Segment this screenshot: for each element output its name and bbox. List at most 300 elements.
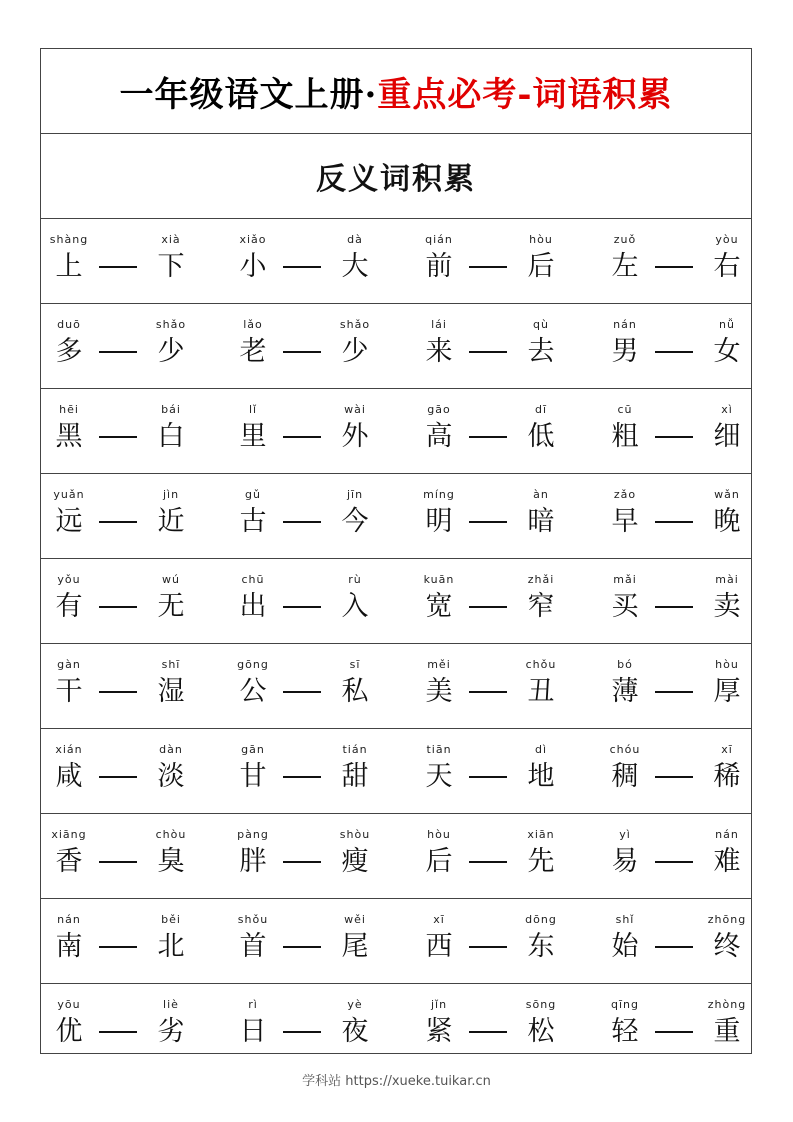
hanzi-char: 稠 (611, 761, 639, 792)
pinyin-label: shòu (339, 828, 371, 841)
word-cell (605, 474, 645, 558)
hanzi-char: 美 (425, 676, 453, 707)
pinyin-label: pàng (237, 828, 269, 841)
pinyin-label: xì (721, 403, 733, 416)
antonym-pair (45, 304, 223, 388)
antonym-pair (601, 389, 779, 473)
word-cell (233, 219, 273, 303)
pinyin-label: wài (344, 403, 366, 416)
hanzi-char: 出 (239, 591, 267, 622)
hanzi-char: 优 (55, 1016, 83, 1047)
word-cell (335, 474, 375, 558)
word-cell (151, 304, 191, 388)
word-cell (49, 219, 89, 303)
hanzi-char: 外 (341, 421, 369, 452)
antonym-pair (45, 729, 223, 813)
hanzi-char: 紧 (425, 1016, 453, 1047)
dash-separator (283, 1031, 321, 1033)
section-subtitle: 反义词积累 (41, 134, 751, 219)
hanzi-char: 少 (341, 336, 369, 367)
antonym-pair (45, 474, 223, 558)
hanzi-char: 始 (611, 931, 639, 962)
antonym-row (41, 984, 751, 1068)
word-cell (419, 899, 459, 983)
dash-separator (469, 1031, 507, 1033)
pinyin-label: zhǎi (527, 573, 555, 586)
dash-separator (283, 946, 321, 948)
word-cell (233, 304, 273, 388)
word-cell (605, 304, 645, 388)
pinyin-label: xiǎo (239, 233, 267, 246)
word-cell (521, 559, 561, 643)
hanzi-char: 暗 (527, 506, 555, 537)
word-cell (151, 899, 191, 983)
antonym-table (41, 219, 751, 1068)
pinyin-label: gàn (57, 658, 81, 671)
word-cell (605, 729, 645, 813)
hanzi-char: 胖 (239, 846, 267, 877)
hanzi-char: 女 (713, 336, 741, 367)
word-cell (707, 899, 747, 983)
antonym-pair (45, 899, 223, 983)
word-cell (151, 729, 191, 813)
antonym-pair (45, 984, 223, 1068)
word-cell (49, 559, 89, 643)
hanzi-char: 夜 (341, 1016, 369, 1047)
pinyin-label: dì (534, 743, 548, 756)
word-cell (233, 644, 273, 728)
pinyin-label: wěi (344, 913, 366, 926)
dash-separator (283, 861, 321, 863)
pinyin-label: jǐn (430, 998, 448, 1011)
pinyin-label: yè (347, 998, 363, 1011)
hanzi-char: 高 (425, 421, 453, 452)
hanzi-char: 西 (425, 931, 453, 962)
word-cell (49, 899, 89, 983)
dash-separator (469, 266, 507, 268)
pinyin-label: rì (248, 998, 258, 1011)
hanzi-char: 湿 (157, 676, 185, 707)
antonym-pair (415, 219, 593, 303)
word-cell (335, 644, 375, 728)
pinyin-label: shǎo (339, 318, 371, 331)
word-cell (335, 899, 375, 983)
antonym-row (41, 729, 751, 814)
hanzi-char: 粗 (611, 421, 639, 452)
word-cell (521, 729, 561, 813)
word-cell (151, 559, 191, 643)
pinyin-label: rù (348, 573, 362, 586)
hanzi-char: 干 (55, 676, 83, 707)
hanzi-char: 难 (713, 846, 741, 877)
word-cell (335, 814, 375, 898)
pinyin-label: xiāng (51, 828, 87, 841)
hanzi-char: 黑 (55, 421, 83, 452)
dash-separator (469, 776, 507, 778)
word-cell (151, 644, 191, 728)
dash-separator (655, 1031, 693, 1033)
hanzi-char: 明 (425, 506, 453, 537)
word-cell (151, 814, 191, 898)
pinyin-label: yōu (57, 998, 81, 1011)
pinyin-label: lǎo (243, 318, 263, 331)
dash-separator (469, 436, 507, 438)
dash-separator (469, 691, 507, 693)
dash-separator (99, 776, 137, 778)
word-cell (49, 644, 89, 728)
dash-separator (99, 436, 137, 438)
hanzi-char: 尾 (341, 931, 369, 962)
word-cell (707, 729, 747, 813)
hanzi-char: 日 (239, 1016, 267, 1047)
pinyin-label: wǎn (714, 488, 740, 501)
pinyin-label: cū (617, 403, 633, 416)
pinyin-label: hòu (427, 828, 451, 841)
pinyin-label: àn (533, 488, 549, 501)
pinyin-label: dàn (159, 743, 183, 756)
pinyin-label: nǚ (719, 318, 735, 331)
antonym-pair (601, 644, 779, 728)
dash-separator (469, 606, 507, 608)
pinyin-label: nán (57, 913, 81, 926)
hanzi-char: 去 (527, 336, 555, 367)
hanzi-char: 下 (157, 251, 185, 282)
antonym-row (41, 814, 751, 899)
antonym-pair (601, 474, 779, 558)
hanzi-char: 卖 (713, 591, 741, 622)
word-cell (419, 559, 459, 643)
pinyin-label: chū (241, 573, 265, 586)
hanzi-char: 薄 (611, 676, 639, 707)
pinyin-label: yuǎn (53, 488, 85, 501)
hanzi-char: 北 (157, 931, 185, 962)
dash-separator (283, 436, 321, 438)
word-cell (233, 814, 273, 898)
antonym-pair (415, 559, 593, 643)
word-cell (605, 389, 645, 473)
pinyin-label: lǐ (248, 403, 258, 416)
hanzi-char: 无 (157, 591, 185, 622)
antonym-pair (415, 389, 593, 473)
hanzi-char: 淡 (157, 761, 185, 792)
word-cell (233, 389, 273, 473)
pinyin-label: xián (55, 743, 83, 756)
antonym-row (41, 559, 751, 644)
word-cell (233, 559, 273, 643)
pinyin-label: kuān (423, 573, 455, 586)
hanzi-char: 首 (239, 931, 267, 962)
hanzi-char: 古 (239, 506, 267, 537)
dash-separator (469, 946, 507, 948)
hanzi-char: 香 (55, 846, 83, 877)
antonym-pair (45, 644, 223, 728)
pinyin-label: gāo (427, 403, 451, 416)
pinyin-label: gōng (237, 658, 269, 671)
pinyin-label: wú (162, 573, 180, 586)
pinyin-label: mài (715, 573, 739, 586)
hanzi-char: 天 (425, 761, 453, 792)
antonym-pair (601, 219, 779, 303)
pinyin-label: duō (57, 318, 81, 331)
pinyin-label: hòu (529, 233, 553, 246)
hanzi-char: 甘 (239, 761, 267, 792)
hanzi-char: 右 (713, 251, 741, 282)
hanzi-char: 今 (341, 506, 369, 537)
pinyin-label: mǎi (613, 573, 637, 586)
dash-separator (283, 521, 321, 523)
antonym-pair (601, 899, 779, 983)
hanzi-char: 前 (425, 251, 453, 282)
hanzi-char: 细 (713, 421, 741, 452)
pinyin-label: yòu (715, 233, 739, 246)
worksheet (40, 48, 752, 1054)
antonym-pair (45, 389, 223, 473)
pinyin-label: tiān (426, 743, 452, 756)
dash-separator (283, 691, 321, 693)
word-cell (707, 389, 747, 473)
word-cell (151, 474, 191, 558)
word-cell (605, 559, 645, 643)
antonym-pair (601, 984, 779, 1068)
hanzi-char: 易 (611, 846, 639, 877)
pinyin-label: jìn (162, 488, 180, 501)
word-cell (49, 984, 89, 1068)
word-cell (419, 814, 459, 898)
title-red-part: 重点必考-词语积累 (377, 74, 673, 115)
antonym-pair (415, 984, 593, 1068)
antonym-row (41, 304, 751, 389)
antonym-pair (601, 559, 779, 643)
word-cell (707, 984, 747, 1068)
word-cell (521, 899, 561, 983)
word-cell (335, 729, 375, 813)
word-cell (419, 729, 459, 813)
word-cell (49, 814, 89, 898)
dash-separator (99, 946, 137, 948)
pinyin-label: chǒu (525, 658, 557, 671)
dash-separator (99, 351, 137, 353)
word-cell (707, 814, 747, 898)
dash-separator (99, 606, 137, 608)
dash-separator (99, 1031, 137, 1033)
antonym-pair (45, 219, 223, 303)
hanzi-char: 男 (611, 336, 639, 367)
pinyin-label: liè (163, 998, 179, 1011)
hanzi-char: 上 (55, 251, 83, 282)
pinyin-label: běi (161, 913, 181, 926)
hanzi-char: 瘦 (341, 846, 369, 877)
dash-separator (99, 861, 137, 863)
hanzi-char: 里 (239, 421, 267, 452)
hanzi-char: 窄 (527, 591, 555, 622)
word-cell (233, 474, 273, 558)
dash-separator (655, 946, 693, 948)
hanzi-char: 老 (239, 336, 267, 367)
word-cell (151, 219, 191, 303)
word-cell (49, 729, 89, 813)
word-cell (605, 814, 645, 898)
pinyin-label: dà (347, 233, 363, 246)
hanzi-char: 有 (55, 591, 83, 622)
hanzi-char: 东 (527, 931, 555, 962)
pinyin-label: tián (342, 743, 368, 756)
pinyin-label: qián (425, 233, 453, 246)
word-cell (521, 644, 561, 728)
pinyin-label: chòu (155, 828, 187, 841)
word-cell (151, 389, 191, 473)
hanzi-char: 晚 (713, 506, 741, 537)
word-cell (335, 304, 375, 388)
hanzi-char: 甜 (341, 761, 369, 792)
antonym-pair (229, 814, 407, 898)
pinyin-label: zuǒ (613, 233, 637, 246)
pinyin-label: qīng (611, 998, 639, 1011)
pinyin-label: dī (534, 403, 548, 416)
word-cell (707, 219, 747, 303)
pinyin-label: xià (161, 233, 181, 246)
antonym-pair (415, 814, 593, 898)
hanzi-char: 臭 (157, 846, 185, 877)
pinyin-label: zhòng (707, 998, 747, 1011)
dash-separator (655, 776, 693, 778)
word-cell (335, 219, 375, 303)
hanzi-char: 入 (341, 591, 369, 622)
word-cell (521, 474, 561, 558)
antonym-pair (601, 729, 779, 813)
dash-separator (99, 691, 137, 693)
pinyin-label: shàng (49, 233, 89, 246)
word-cell (233, 984, 273, 1068)
hanzi-char: 松 (527, 1016, 555, 1047)
antonym-pair (601, 814, 779, 898)
dash-separator (469, 521, 507, 523)
pinyin-label: shǒu (237, 913, 269, 926)
word-cell (521, 814, 561, 898)
pinyin-label: zhōng (707, 913, 747, 926)
hanzi-char: 终 (713, 931, 741, 962)
antonym-row (41, 644, 751, 729)
antonym-pair (45, 559, 223, 643)
hanzi-char: 少 (157, 336, 185, 367)
hanzi-char: 丑 (527, 676, 555, 707)
hanzi-char: 地 (527, 761, 555, 792)
word-cell (707, 644, 747, 728)
hanzi-char: 早 (611, 506, 639, 537)
pinyin-label: hēi (59, 403, 79, 416)
dash-separator (283, 606, 321, 608)
pinyin-label: shī (161, 658, 181, 671)
pinyin-label: jīn (346, 488, 364, 501)
pinyin-label: míng (423, 488, 455, 501)
antonym-pair (229, 559, 407, 643)
dash-separator (655, 861, 693, 863)
antonym-pair (415, 729, 593, 813)
dash-separator (99, 266, 137, 268)
antonym-pair (229, 219, 407, 303)
hanzi-char: 咸 (55, 761, 83, 792)
dash-separator (655, 266, 693, 268)
word-cell (335, 559, 375, 643)
pinyin-label: sōng (525, 998, 557, 1011)
pinyin-label: shǐ (615, 913, 635, 926)
dash-separator (469, 351, 507, 353)
antonym-pair (229, 899, 407, 983)
word-cell (521, 304, 561, 388)
pinyin-label: dōng (525, 913, 557, 926)
antonym-pair (229, 304, 407, 388)
pinyin-label: qù (533, 318, 549, 331)
pinyin-label: yì (619, 828, 631, 841)
dash-separator (655, 436, 693, 438)
dash-separator (655, 691, 693, 693)
pinyin-label: xī (433, 913, 445, 926)
antonym-pair (415, 899, 593, 983)
footer-source: 学科站 https://xueke.tuikar.cn (302, 1074, 491, 1089)
pinyin-label: sī (349, 658, 361, 671)
dash-separator (655, 521, 693, 523)
pinyin-label: měi (427, 658, 451, 671)
antonym-pair (45, 814, 223, 898)
word-cell (707, 559, 747, 643)
word-cell (419, 474, 459, 558)
word-cell (335, 984, 375, 1068)
antonym-row (41, 219, 751, 304)
dash-separator (655, 606, 693, 608)
antonym-pair (229, 729, 407, 813)
pinyin-label: xī (721, 743, 733, 756)
word-cell (707, 474, 747, 558)
antonym-pair (415, 304, 593, 388)
hanzi-char: 后 (425, 846, 453, 877)
dash-separator (283, 351, 321, 353)
pinyin-label: gān (241, 743, 265, 756)
hanzi-char: 劣 (157, 1016, 185, 1047)
hanzi-char: 白 (157, 421, 185, 452)
word-cell (49, 304, 89, 388)
hanzi-char: 厚 (713, 676, 741, 707)
antonym-pair (601, 304, 779, 388)
word-cell (49, 474, 89, 558)
word-cell (605, 984, 645, 1068)
word-cell (49, 389, 89, 473)
antonym-pair (229, 984, 407, 1068)
hanzi-char: 买 (611, 591, 639, 622)
antonym-pair (415, 644, 593, 728)
antonym-pair (415, 474, 593, 558)
dash-separator (469, 861, 507, 863)
dash-separator (283, 776, 321, 778)
pinyin-label: bó (617, 658, 633, 671)
word-cell (419, 219, 459, 303)
hanzi-char: 后 (527, 251, 555, 282)
word-cell (605, 219, 645, 303)
hanzi-char: 多 (55, 336, 83, 367)
word-cell (419, 984, 459, 1068)
pinyin-label: nán (613, 318, 637, 331)
hanzi-char: 近 (157, 506, 185, 537)
word-cell (521, 219, 561, 303)
pinyin-label: nán (715, 828, 739, 841)
word-cell (151, 984, 191, 1068)
pinyin-label: zǎo (613, 488, 637, 501)
word-cell (605, 644, 645, 728)
hanzi-char: 轻 (611, 1016, 639, 1047)
word-cell (521, 389, 561, 473)
hanzi-char: 宽 (425, 591, 453, 622)
word-cell (233, 899, 273, 983)
antonym-row (41, 389, 751, 474)
hanzi-char: 先 (527, 846, 555, 877)
